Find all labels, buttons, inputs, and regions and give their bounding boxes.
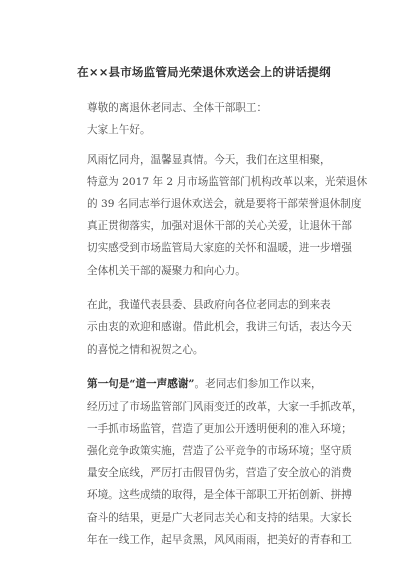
paragraph-line: 的喜悦之情和祝贺之心。 <box>87 343 204 356</box>
paragraph-line: 环境。这些成绩的取得，是全体干部职工开拓创新、拼搏 <box>87 489 352 502</box>
point-text: 。老同志们参加工作以来， <box>194 378 322 391</box>
paragraph-line: 在此，我谨代表县委、县政府向各位老同志的到来表 <box>87 299 331 312</box>
greeting-line: 尊敬的离退休老同志、全体干部职工： <box>87 102 268 114</box>
paragraph-line: 经历过了市场监管部门风雨变迁的改革，大家一手抓改革， <box>87 400 363 413</box>
paragraph-line <box>87 373 339 395</box>
paragraph-line: 全体机关干部的凝聚力和向心力。 <box>87 264 246 277</box>
paragraph-line: 特意为 2017 年 2 月市场监管部门机构改革以来，光荣退休 <box>87 175 368 188</box>
document-title: 在××县市场监管局光荣退休欢送会上的讲话提纲 <box>77 65 331 79</box>
paragraph-line: 量安全底线，严厉打击假冒伪劣，营造了安全放心的消费 <box>87 467 352 480</box>
paragraph-line: 切实感受到市场监管局大家庭的关怀和温暖，进一步增强 <box>87 242 352 255</box>
paragraph-first-point <box>87 373 363 551</box>
point-heading: 第一句是“道一声感谢” <box>87 378 195 391</box>
document-body <box>87 97 368 551</box>
paragraph-line: 示由衷的欢迎和感谢。借此机会，我讲三句话，表达今天 <box>87 321 352 334</box>
paragraph-line: 风雨忆同舟，温馨显真情。今天，我们在这里相聚， <box>87 153 331 166</box>
greeting-line: 大家上午好。 <box>87 124 151 137</box>
paragraph-line: 年在一线工作，起早贪黑，风风雨雨，把美好的青春和工 <box>87 533 352 546</box>
paragraph-line: 真正贯彻落实，加强对退休干部的关心关爱，让退休干部 <box>87 220 352 233</box>
paragraph-welcome <box>87 294 352 361</box>
paragraph-line: 的 39 名同志举行退休欢送会，就是要将干部荣誉退休制度 <box>87 197 362 210</box>
paragraph-opening <box>87 149 368 282</box>
paragraph-line: 一手抓市场监管，营造了更加公开透明便利的准入环境； <box>87 422 352 435</box>
paragraph-line: 强化竞争政策实施，营造了公平竞争的市场环境；坚守质 <box>87 445 352 457</box>
paragraph-line: 奋斗的结果，更是广大老同志关心和支持的结果。大家长 <box>87 511 352 524</box>
